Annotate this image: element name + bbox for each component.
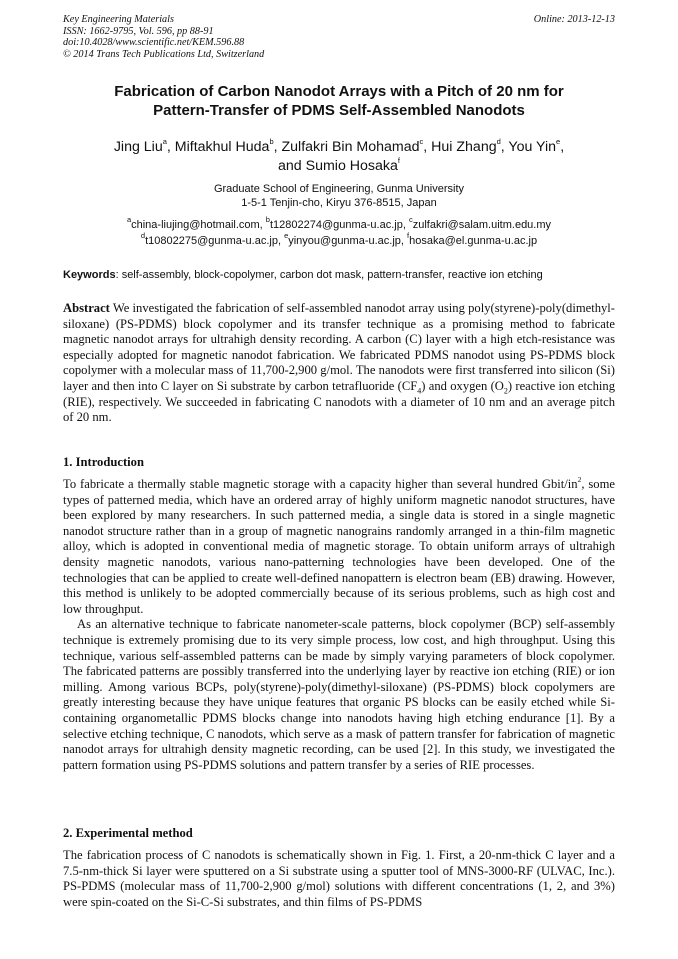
title-line-2: Pattern-Transfer of PDMS Self-Assembled Nanodots [153, 102, 525, 119]
journal-name: Key Engineering Materials [63, 14, 174, 25]
affiliation-line-1: Graduate School of Engineering, Gunma University [213, 183, 465, 195]
introduction-body [63, 474, 615, 773]
abstract-label: Abstract [63, 301, 110, 315]
email-address: hosaka@el.gunma-u.ac.jp [409, 235, 538, 247]
online-date: Online: 2013-12-13 [533, 14, 615, 25]
affiliation [63, 182, 615, 210]
experimental-method-body [63, 848, 615, 910]
author-separator: , [166, 139, 175, 155]
abstract [63, 301, 615, 426]
author-name: Zulfakri Bin Mohamad [281, 139, 420, 155]
abstract-subscript: 2 [503, 386, 508, 396]
journal-issn: ISSN: 1662-9795, Vol. 596, pp 88-91 [63, 25, 214, 37]
email-sup: b [265, 215, 270, 225]
abstract-text: ) reactive ion etching (RIE), respectively. We succeeded in fabricating C nanodots with a diameter of 10 nm and an average pitch of 20 nm. [63, 378, 615, 425]
email-address: t10802275@gunma-u.ac.jp, [145, 235, 285, 247]
author-separator: , [423, 139, 432, 155]
author-separator: , [560, 139, 565, 155]
email-list [63, 217, 615, 249]
author-line-1 [63, 138, 615, 157]
author-name: Miftakhul Huda [174, 139, 270, 155]
author-name: Jing Liu [113, 139, 163, 155]
email-sup: f [407, 231, 410, 241]
author-name: Hui Zhang [431, 139, 497, 155]
author-separator: , [273, 139, 282, 155]
abstract-text: We investigated the fabrication of self-assembled nanodot array using poly(styrene)-poly(dimethyl-siloxane) (PS-PDMS) block copolymer and its transfer technique as a promising method to fabricate magnetic nanodot arrays for ultrahigh density recording. A carbon (C) layer with a high etch-resistance was especially adopted for magnetic nanodot fabrication. We fabricated PDMS nanodot using PS-PDMS block copolymer with a molecular mass of 11,700-2,900 g/mol. The nanodots were first transferred into silicon (Si) layer and then into C layer on Si substrate by carbon tetrafluoride (CF [63, 301, 615, 393]
affiliation-line-2: 1-5-1 Tenjin-cho, Kiryu 376-8515, Japan [241, 197, 437, 209]
intro-paragraph-1 [63, 474, 615, 617]
journal-header [63, 14, 615, 60]
journal-copyright: © 2014 Trans Tech Publications Ltd, Switzerland [63, 48, 265, 60]
author-sup: b [269, 137, 274, 147]
author-sup: d [496, 137, 501, 147]
abstract-subscript: 4 [417, 386, 422, 396]
section-heading-introduction: 1. Introduction [63, 455, 144, 469]
email-sup: e [284, 231, 289, 241]
author-name: You Yin [508, 139, 557, 155]
abstract-text: ) and oxygen (O [421, 378, 504, 393]
author-sup: e [556, 137, 561, 147]
paragraph-text: To fabricate a thermally stable magnetic storage with a capacity higher than several hundred Gbit/in [63, 477, 578, 491]
email-sup: a [126, 215, 132, 225]
author-name: and Sumio Hosaka [278, 158, 398, 174]
author-line-2 [63, 157, 615, 176]
title-line-1: Fabrication of Carbon Nanodot Arrays with a Pitch of 20 nm for [114, 83, 564, 100]
email-address: zulfakri@salam.uitm.edu.my [412, 219, 552, 231]
paragraph-text: , some types of patterned media, which have an ordered array of highly uniform magnetic nanodot structures, have been explored by many researchers. In such patterned media, a single data is stored in a single magnetic nanodot structure rather than in a group of magnetic nanograins randomly arranged in a thin-film magnetic alloy, which is adopted in conventional media of magnetic storage. To obtain uniform arrays of ultrahigh density magnetic nanodots, various nano-patterning technologies have been developed. One of the technologies that can be applied to create well-defined nanopattern is electron beam (EB) drawing. However, this method is unlikely to be adopted commercially because of its serious problems, such as high cost and low throughput. [63, 477, 615, 616]
paper-title [63, 82, 615, 120]
author-list [63, 138, 615, 176]
keywords-text: : self-assembly, block-copolymer, carbon dot mask, pattern-transfer, reactive ion etching [115, 269, 543, 281]
email-address: yinyou@gunma-u.ac.jp, [288, 235, 408, 247]
email-address: china-liujing@hotmail.com, [131, 219, 266, 231]
email-sup: d [140, 231, 146, 241]
method-paragraph-1: The fabrication process of C nanodots is schematically shown in Fig. 1. First, a 20-nm-thick C layer and a 7.5-nm-thick Si layer were sputtered on a Si substrate using a sputter tool of MNS-3000-RF (ULVAC, Inc.). PS-PDMS (molecular mass of 11,700-2,900 g/mol) solutions with different concentrations (1, 2, and 3%) were spin-coated on the Si-C-Si substrates, and thin films of PS-PDMS [63, 848, 615, 909]
email-line-2 [63, 233, 615, 249]
author-sup: a [162, 137, 167, 147]
email-line-1 [63, 217, 615, 233]
superscript: 2 [577, 474, 582, 484]
email-address: t12802274@gunma-u.ac.jp, [269, 219, 409, 231]
author-separator: , [500, 139, 509, 155]
email-sup: c [408, 215, 413, 225]
author-sup: c [419, 137, 424, 147]
keywords-label: Keywords [63, 269, 116, 281]
journal-doi: doi:10.4028/www.scientific.net/KEM.596.88 [63, 37, 245, 49]
author-sup: f [397, 156, 400, 166]
keywords [63, 268, 618, 282]
section-heading-experimental-method: 2. Experimental method [63, 826, 193, 840]
intro-paragraph-2: As an alternative technique to fabricate nanometer-scale patterns, block copolymer (BCP) self-assembly technique is extremely promising due to its very simple process, low cost, and high throughput. Using this technique, various self-assembled patterns can be made by simply varying parameters of block copolymer. The fabricated patterns are possibly transferred into the underlying layer by reactive ion etching (RIE) or ion milling. Among various BCPs, poly(styrene)-poly(dimethyl-siloxane) (PS-PDMS) block copolymers are greatly interesting because they have unique features that organic PS blocks can be easily etched while Si-containing organometallic PDMS blocks change into nanodots having high etching endurance [1]. By a selective etching technique, C nanodots, which serve as a mask of pattern transfer for fabrication of magnetic nanodot arrays for ultrahigh density magnetic recording, can be used [2]. In this study, we investigated the pattern formation using PS-PDMS solutions and pattern transfer by a series of RIE processes. [63, 617, 615, 772]
